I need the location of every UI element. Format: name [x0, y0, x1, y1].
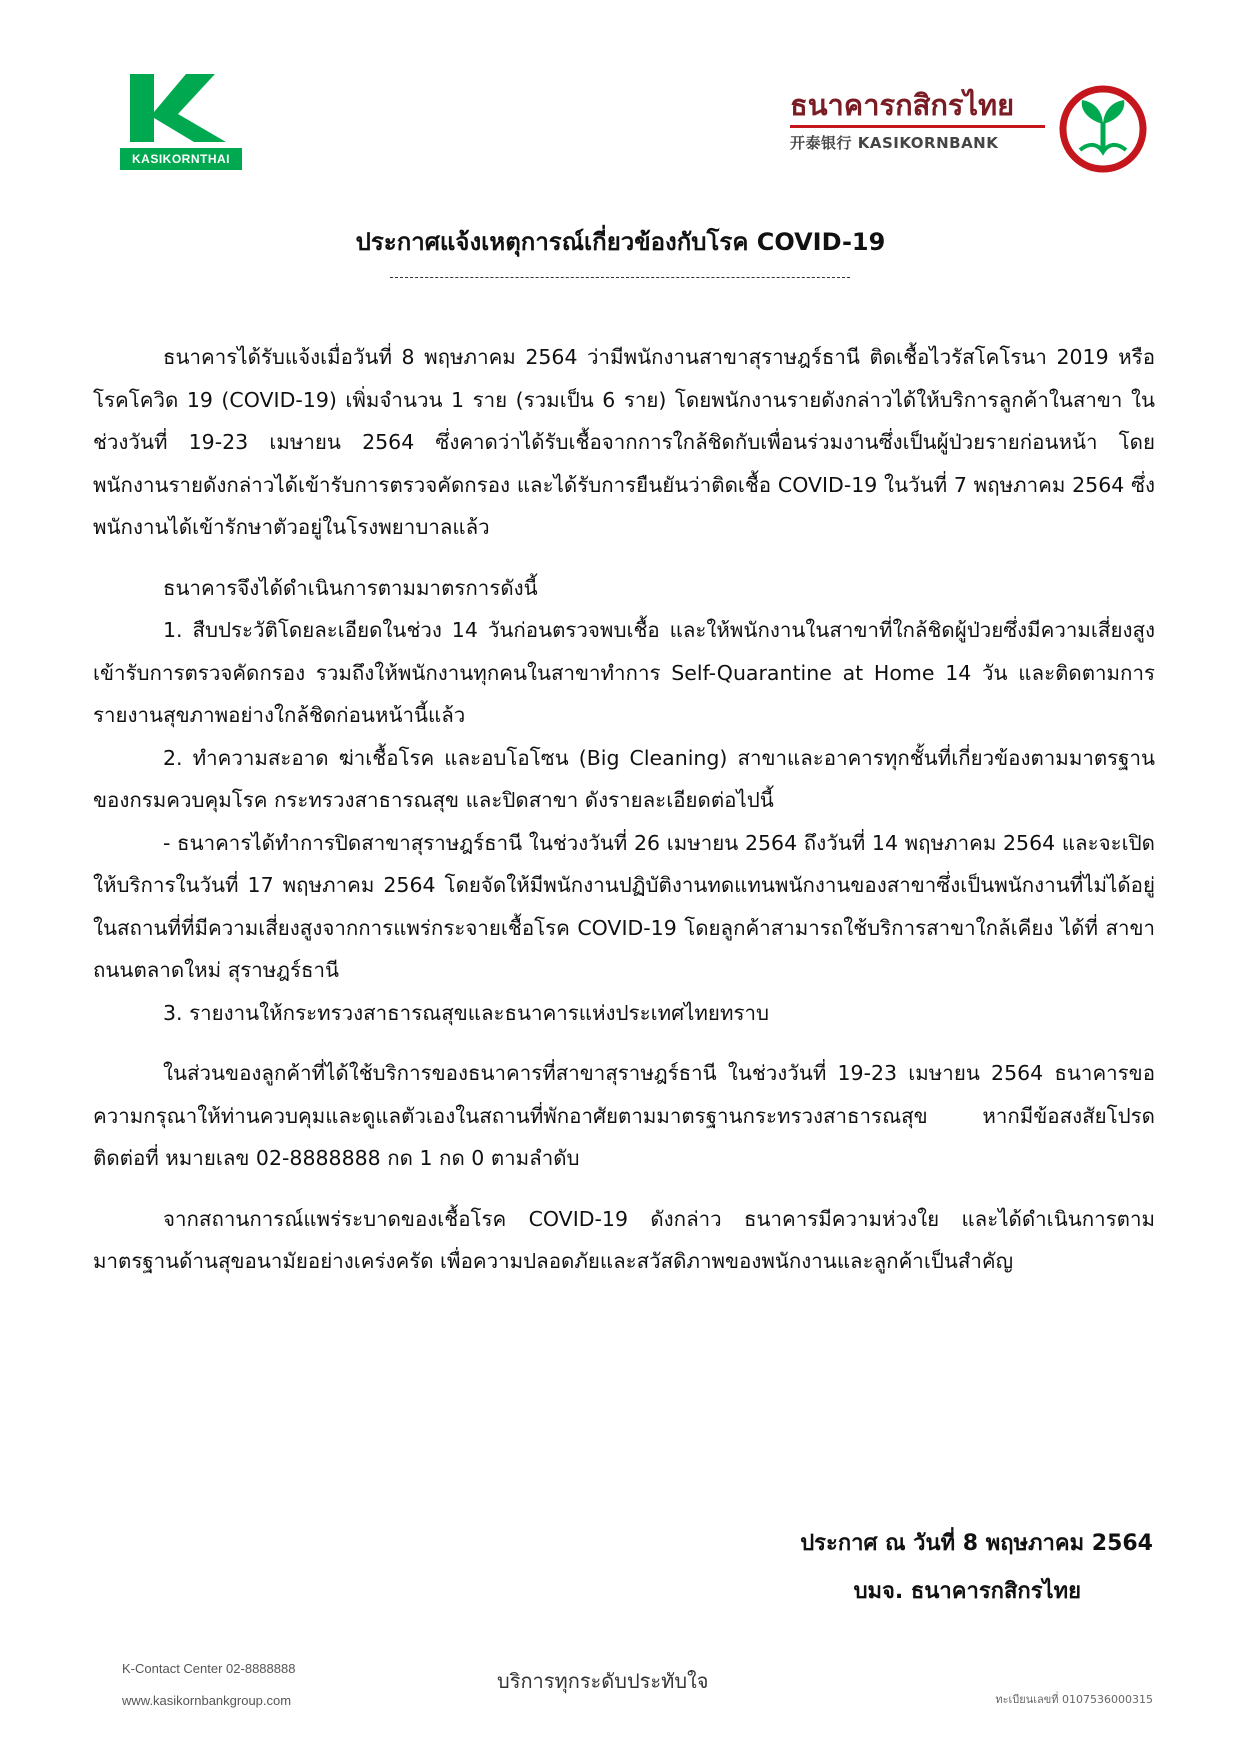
kbank-emblem-icon — [1058, 84, 1148, 174]
registration-number: ทะเบียนเลขที่ 0107536000315 — [995, 1693, 1153, 1706]
signature-block — [800, 1520, 1153, 1616]
measures-intro: ธนาคารจึงได้ดำเนินการตามมาตรการดังนี้ — [163, 575, 538, 600]
footer-slogan: บริการทุกระดับประทับใจ — [497, 1669, 709, 1693]
bank-name-thai: ธนาคารกสิกรไทย — [790, 88, 1015, 122]
paragraph-closing: จากสถานการณ์แพร่ระบาดของเชื้อโรค COVID-19 ดังกล่าว ธนาคารมีความห่วงใย และได้ดำเนินการตามมาตรฐานด้านสุขอนามัยอย่างเคร่งครัด เพื่อความปลอดภัยและสวัสดิภาพของพนักงานและลูกค้าเป็นสำคัญ — [93, 1206, 1155, 1273]
announcement-body — [93, 336, 1155, 1283]
measure-item-2: 2. ทำความสะอาด ฆ่าเชื้อโรค และอบโอโซน (Big Cleaning) สาขาและอาคารทุกชั้นที่เกี่ยวข้องตามมาตรฐานของกรมควบคุมโรค กระทรวงสาธารณสุข และปิดสาขา ดังรายละเอียดต่อไปนี้ — [93, 745, 1155, 812]
kasikornthai-label: KASIKORNTHAI — [120, 148, 242, 170]
measure-item-3: 3. รายงานให้กระทรวงสาธารณสุขและธนาคารแห่งประเทศไทยทราบ — [163, 1000, 769, 1025]
brand-divider — [790, 125, 1045, 128]
measure-item-2-detail: - ธนาคารได้ทำการปิดสาขาสุราษฎร์ธานี ในช่วงวันที่ 26 เมษายน 2564 ถึงวันที่ 14 พฤษภาคม 2564 และจะเปิดให้บริการในวันที่ 17 พฤษภาคม 2564 โดยจัดให้มีพนักงานปฏิบัติงานทดแทนพนักงานของสาขาซึ่งเป็นพนักงานที่ไม่ได้อยู่ในสถานที่ที่มีความเสี่ยงสูงจากการแพร่กระจายเชื้อโรค COVID-19 โดยลูกค้าสามารถใช้บริการสาขาใกล้เคียง ได้ที่ สาขาถนนตลาดใหม่ สุราษฎร์ธานี — [93, 830, 1155, 982]
footer-contact — [122, 1653, 295, 1717]
kasikornthai-logo — [120, 72, 242, 172]
organization-name: บมจ. ธนาคารกสิกรไทย — [853, 1579, 1081, 1604]
website-link[interactable]: www.kasikornbankgroup.com — [122, 1693, 292, 1708]
measure-item-1: 1. สืบประวัติโดยละเอียดในช่วง 14 วันก่อนตรวจพบเชื้อ และให้พนักงานในสาขาที่ใกล้ชิดผู้ป่วยซึ่งมีความเสี่ยงสูงเข้ารับการตรวจคัดกรอง รวมถึงให้พนักงานทุกคนในสาขาทำการ Self-Quarantine at Home 14 วัน และติดตามการรายงานสุขภาพอย่างใกล้ชิดก่อนหน้านี้แล้ว — [93, 618, 1155, 727]
page-title: ประกาศแจ้งเหตุการณ์เกี่ยวข้องกับโรค COVID-19 — [355, 228, 886, 256]
paragraph-1: ธนาคารได้รับแจ้งเมื่อวันที่ 8 พฤษภาคม 2564 ว่ามีพนักงานสาขาสุราษฎร์ธานี ติดเชื้อไวรัสโคโรนา 2019 หรือโรคโควิด 19 (COVID-19) เพิ่มจำนวน 1 ราย (รวมเป็น 6 ราย) โดยพนักงานรายดังกล่าวได้ให้บริการลูกค้าในสาขา ในช่วงวันที่ 19-23 เมษายน 2564 ซึ่งคาดว่าได้รับเชื้อจากการใกล้ชิดกับเพื่อนร่วมงานซึ่งเป็นผู้ป่วยรายก่อนหน้า โดยพนักงานรายดังกล่าวได้เข้ารับการตรวจคัดกรอง และได้รับการยืนยันว่าติดเชื้อ COVID-19 ในวันที่ 7 พฤษภาคม 2564 ซึ่งพนักงานได้เข้ารักษาตัวอยู่ในโรงพยาบาลแล้ว — [93, 345, 1155, 539]
k-letter-icon — [120, 72, 242, 152]
announcement-date: ประกาศ ณ วันที่ 8 พฤษภาคม 2564 — [800, 1531, 1153, 1556]
bank-name-eng: 开泰银行 KASIKORNBANK — [790, 134, 999, 152]
paragraph-customers: ในส่วนของลูกค้าที่ได้ใช้บริการของธนาคารที่สาขาสุราษฎร์ธานี ในช่วงวันที่ 19-23 เมษายน 2564 ธนาคารขอความกรุณาให้ท่านควบคุมและดูแลตัวเองในสถานที่พักอาศัยตามมาตรฐานกระทรวงสาธารณสุข หากมีข้อสงสัยโปรดติดต่อที่ หมายเลข 02-8888888 กด 1 กด 0 ตามลำดับ — [93, 1061, 1155, 1170]
bank-brand — [790, 82, 1050, 152]
title-divider — [390, 277, 850, 278]
contact-center: K-Contact Center 02-8888888 — [122, 1661, 296, 1676]
